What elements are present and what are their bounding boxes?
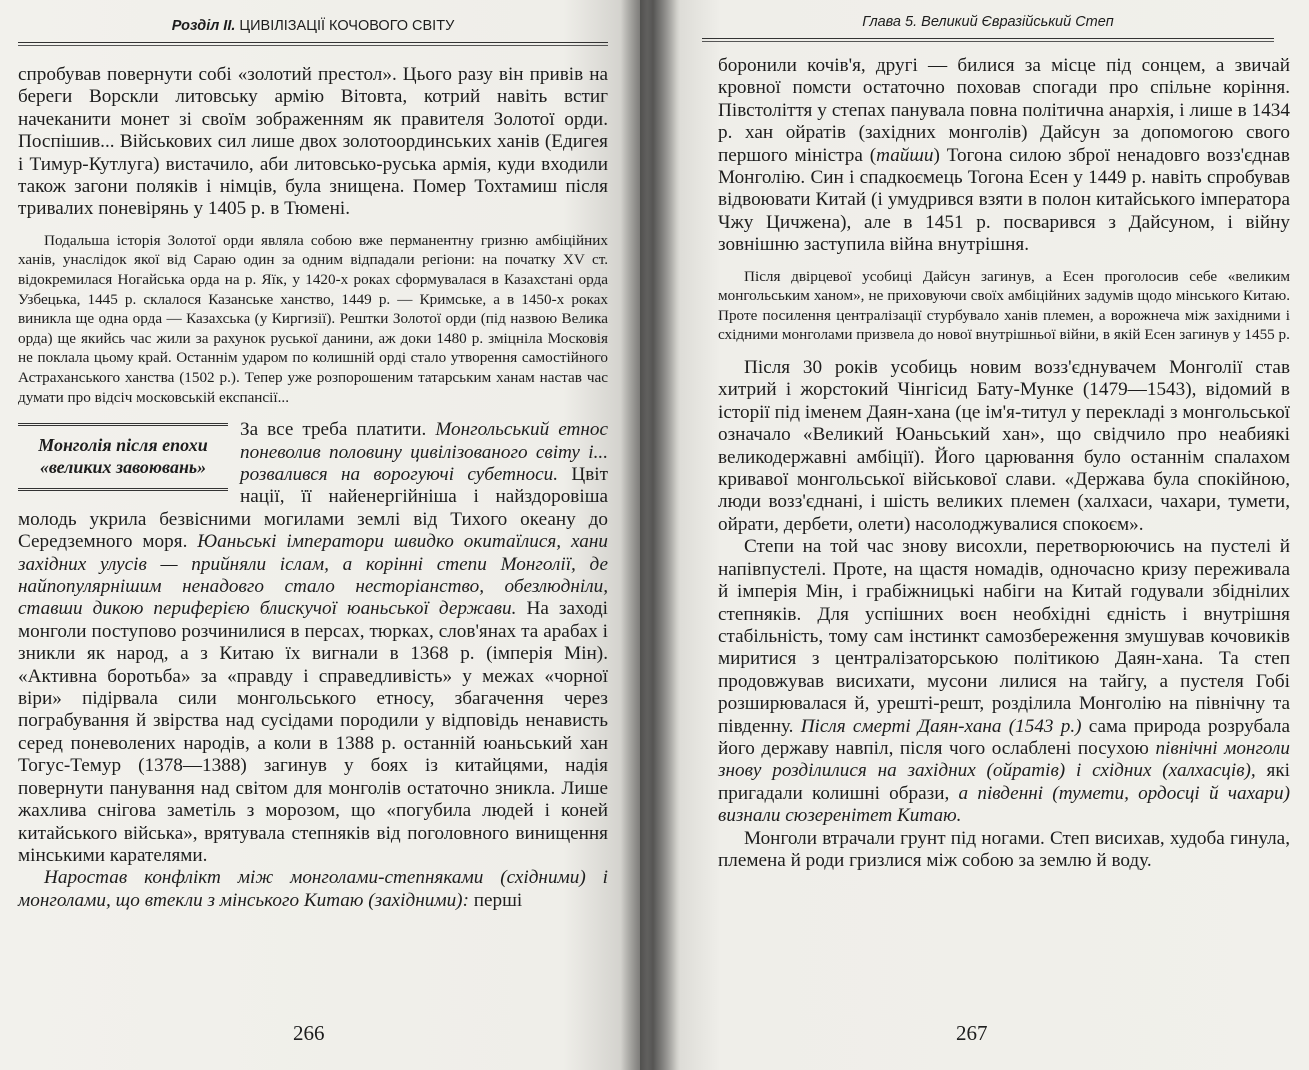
header-rule <box>702 38 1274 42</box>
text-run: які пригадали колишні образи, <box>718 760 1290 804</box>
italic-run: а південні (тумети, ордосці й чахари) визнали сюзеренітет Китаю. <box>718 782 1291 827</box>
right-text-block <box>718 55 1290 872</box>
italic-run: Юаньські імператори швидко окитаїлися, хани західних улусів — прийняли іслам, а корінні степи Монголії, де найпопулярнішим ненадовго стало несторіанство, обезлюдніли, ставши дикою периферією блискучої юаньської держави. <box>18 531 608 620</box>
small-print-paragraph: Після двірцевої усобиці Дайсун загинув, а Есен проголосив себе «великим монгольським ханом», не приховуючи своїх амбіційних задумів щодо мінського Китаю. Проте посилення централізації стурбувало ханів племен, а ворожнеча між західними і східними монголами призвела до нової внутрішньої війни, в якій Есен загинув у 1455 р. <box>718 267 1290 344</box>
italic-run: Після смерті Даян-хана (1543 р.) <box>800 715 1082 737</box>
text-run: На заході монголи поступово розчинилися в персах, тюрках, слов'янах та арабах і зникли як народ, а з Китаю їх вигнали в 1368 р. (імперія Мін). «Активна боротьба» за «правду і справедливість» у межах «чорної віри» підірвала сили монгольського етносу, збагачення через пограбування й звірства над сусідами породили у відповідь ненависть серед поневолених народів, а коли в 1388 р. останній юаньський хан Тогус-Темур (1378—1388) загинув у боях із китайцями, надія повернути панування над світом для монголів остаточно зникла. Лише жахлива снігова заметіль з морозом, що «погубила людей і коней китайського війська», врятувала степняків від поголовного винищення мінськими карателями. <box>18 598 608 866</box>
running-head-left <box>18 18 608 42</box>
text-run: ) Тогона силою зброї ненадовго возз'єднав Монголію. Син і спадкоємець Тогона Есен у 1449 р. навіть спробував відвоювати Китай (і умудрився взяти в полон китайського імператора Чжу Цичжена), але в 1451 р. посварився з Дайсуном, і війну зовнішню заступила війна внутрішня. <box>718 144 1290 256</box>
italic-run: Наростав конфлікт між монголами-степняками (східними) і монголами, що втекли з мінського Китаю (західними): <box>18 867 608 911</box>
text-run: Степи на той час знову висохли, перетворюючись на пустелі й напівпустелі. Проте, на щастя номадів, одночасно кризу переживала й імперія Мін, і грабіжницькі набіги на Китай годували збіднілих степняків. Для успішних воєн необхідні єдність і внутрішня стабільність, тому сам інстинкт самозбереження змушував кочовиків миритися з централізаторською політикою Даян-хана. Та степ продовжував висихати, мусони лилися на тайгу, а пустеля Гобі розширювалася й, урешті-решт, розділила Монголію на північну та південну. <box>718 536 1290 737</box>
page-number: 266 <box>293 1021 325 1045</box>
small-print-paragraph: Подальша історія Золотої орди являла собою вже перманентну гризню амбіційних ханів, унаслідок якої від Сараю один за одним відпадали регіони: на початку XV ст. відокремилася Ногайська орда на р. Яїк, у 1420-х роках сформувалася в Казахстані орда Узбецька, 1445 р. склалося Казанське ханство, 1449 р. — Кримське, а в 1450-х роках виникла ще одна орда — Казахська (у Киргизії). Рештки Золотої орди (під назвою Велика орда) ще якийсь час жили за рахунок руської данини, аж доки 1480 р. зміцніла Московія не поклала цьому край. Останнім ударом по колишній орді стало утворення самостійного Астраханського ханства (1502 р.). Тепер уже розпорошеним татарським ханам настав час думати про відсіч московській експансії... <box>18 231 608 406</box>
text-run: сама природа розрубала його державу навпіл, після чого ослаблені посухою <box>718 715 1290 759</box>
paragraph: спробував повернути собі «золотий престол». Цього разу він привів на береги Ворскли литовську армію Вітовта, котрий навіть встиг начеканити монет зі своїм зображенням як правителя Золотої орди. Поспішив... Військових сил лише двох золотоординських ханів (Едигея і Тимур-Кутлуга) вистачило, аби литовсько-руська армія, куди входили також загони поляків і німців, була знищена. Помер Тохтамиш після тривалих поневірянь у 1405 р. в Тюмені. <box>18 64 608 220</box>
header-rule <box>18 42 608 46</box>
text-run: Цвіт нації, її найенергійніша і найздоровіша молодь укрила безвісними могилами землі від Тихого океану до Середземного моря. <box>18 464 608 553</box>
right-page <box>640 0 1309 1070</box>
left-text-block <box>18 64 608 912</box>
left-page <box>0 0 640 1070</box>
text-run: За все треба платити. <box>240 419 427 441</box>
part-title: ЦИВІЛІЗАЦІЇ КОЧОВОГО СВІТУ <box>239 18 455 34</box>
paragraph <box>18 867 608 912</box>
italic-run: північні монголи знову розділилися на західних (ойратів) і східних (халхасців), <box>718 737 1291 782</box>
paragraph: Монголи втрачали грунт під ногами. Степ висихав, худоба гинула, племена й роди гризлися між собою за землю й воду. <box>718 827 1290 871</box>
text-run: боронили кочів'я, другі — билися за місце під сонцем, а звичай кровної помсти остаточно поховав спогади про спільне коріння. Півстоліття у степах панувала повна політична анархія, і лише в 1434 р. хан ойратів (західних монголів) Дайсун за допомогою свого першого міністра ( <box>718 55 1290 166</box>
italic-run: Монгольський етнос поневолив половину цивілізованого світу і... розвалився на ворогуючі субетноси. <box>240 419 608 485</box>
text-run: перші <box>473 889 523 911</box>
italic-run: тайши <box>876 144 934 166</box>
page-number: 267 <box>956 1021 988 1045</box>
chapter-label: Глава 5. <box>862 14 918 30</box>
section-heading: Монголія після епохи «великих завоювань» <box>18 423 228 491</box>
paragraph: Після 30 років усобиць новим возз'єднувачем Монголії став хитрий і жорстокий Чінгісид Бату-Мунке (1479—1543), відомий в історії під іменем Даян-хана (це ім'я-титул у перекладі з монгольської означало «Великий Юаньський хан», що свідчило про неабиякі великодержавні амбіції). Його царювання було останнім спалахом кривавої монгольської військової слави. «Держава була спокійною, люди возз'єднані, і шість великих племен (халхаси, чахари, тумети, ойрати, дербети, олети) насолоджувалися спокоєм». <box>718 357 1290 535</box>
paragraph <box>718 55 1290 257</box>
paragraph <box>718 536 1290 827</box>
part-label: Розділ II. <box>171 18 236 34</box>
section-start <box>18 419 608 867</box>
running-head-right <box>702 14 1274 38</box>
chapter-title: Великий Євразійський Степ <box>921 14 1114 30</box>
